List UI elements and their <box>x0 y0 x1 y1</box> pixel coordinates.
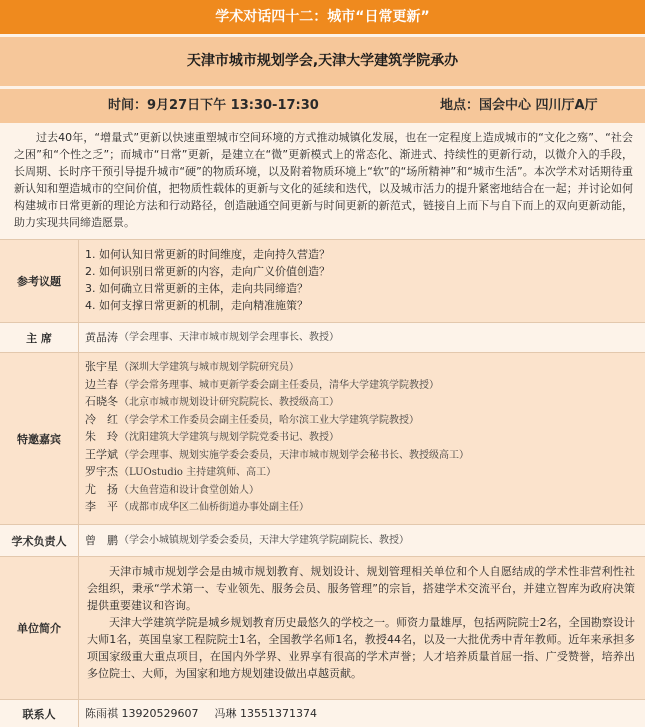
guest-item <box>85 446 639 464</box>
guest-name: 冷 红 <box>85 412 118 426</box>
academic-lead-desc: （学会小城镇规划学委会委员，天津大学建筑学院副院长、教授） <box>119 535 409 546</box>
unit-intro-paragraph: 天津市城市规划学会是由城市规划教育、规划设计、规划管理相关单位和个人自愿结成的学术性非营利性社会组织，秉承“学术第一、专业领先、服务会员、服务管理”的宗旨，搭建学术交流平台，并建立智库为政府决策提供重要建议和咨询。 <box>87 565 635 612</box>
chair-desc: （学会理事、天津市城市规划学会理事长、教授） <box>119 332 339 343</box>
guest-desc: （学会理事、规划实施学委会委员，天津市城市规划学会秘书长、教授级高工） <box>119 449 469 461</box>
time-venue-bar <box>0 89 645 123</box>
guest-name: 李 平 <box>85 500 118 513</box>
guest-desc: （学会常务理事、城市更新学委会副主任委员，清华大学建筑学院教授） <box>119 379 439 391</box>
guest-item <box>85 376 639 394</box>
guests-row <box>0 352 645 524</box>
units-text <box>79 557 645 699</box>
unit-intro-paragraph: 天津大学建筑学院是城乡规划教育历史最悠久的学校之一。师资力量雄厚，包括两院院士2名，全国勘察设计大师1名，英国皇家工程院院士1名，全国教学名师1名，教授44名，以及一大批优秀中青年教师。近年来承担多项国家级重大重点项目，在国内外学界、业界享有很高的学术声誉；人才培养质量首屈一指、广受赞誉，培养出多位院士、大师，为国家和地方规划建设做出卓越贡献。 <box>87 616 635 680</box>
contact-row <box>0 699 645 727</box>
guest-item <box>85 428 639 446</box>
units-label: 单位简介 <box>0 557 79 699</box>
topic-item: 2. 如何识别日常更新的内容，走向广义价值创造？ <box>85 265 330 278</box>
guest-desc: （深圳大学建筑与城市规划学院研究员） <box>119 362 299 373</box>
session-title: 学术对话四十二：城市“日常更新” <box>0 0 645 34</box>
guest-desc: （沈阳建筑大学建筑与规划学院党委书记、教授） <box>119 432 339 443</box>
units-row <box>0 556 645 699</box>
intro-paragraph: 过去40年，“增量式”更新以快速重塑城市空间环境的方式推动城镇化发展，也在一定程度上造成城市的“文化之殇”、“社会之困”和“个性之乏”；而城市“日常”更新，是建立在“微”更新模式上的常态化、渐进式、持续性的更新行动，以微介入的手段，长周期、长时序干预引导提升城市“硬”的物质环境，以及附着物质环境上“软”的“场所精神”和“城市生活”。本次学术对话期待重新认知和塑造城市的空间价值，把物质性载体的更新与文化的延续和迭代，以及城市活力的提升紧密地结合在一起；并讨论如何构建城市日常更新的理论方法和行动路径，创造融通空间更新与时间更新的新范式，链接自上而下与自下而上的双向更新动能，助力实现共同缔造愿景。 <box>14 131 633 229</box>
guest-item <box>85 481 639 499</box>
guest-desc: （成都市成华区二仙桥街道办事处副主任） <box>119 502 309 513</box>
guest-name: 边兰春 <box>85 377 118 391</box>
contact-label: 联系人 <box>0 700 79 727</box>
chair-row <box>0 322 645 352</box>
guests-label: 特邀嘉宾 <box>0 353 79 524</box>
guest-desc: （北京市城市规划设计研究院院长、教授级高工） <box>119 397 339 408</box>
topic-item: 4. 如何支撑日常更新的机制，走向精准施策？ <box>85 299 308 312</box>
guest-item <box>85 358 639 376</box>
guest-name: 朱 玲 <box>85 430 118 443</box>
guests-list <box>79 353 645 524</box>
topics-row <box>0 239 645 322</box>
guest-name: 张宇星 <box>85 360 118 373</box>
topics-label: 参考议题 <box>0 240 79 322</box>
contact-person: 冯琳 13551371374 <box>214 707 317 720</box>
guest-item <box>85 393 639 411</box>
topic-item: 1. 如何认知日常更新的时间维度，走向持久营造？ <box>85 248 330 261</box>
guest-desc: （LUOstudio 主持建筑师、高工） <box>119 467 277 478</box>
academic-lead-label: 学术负责人 <box>0 525 79 556</box>
guest-name: 尤 扬 <box>85 482 118 496</box>
session-time: 时间：9月27日下午 13:30-17:30 <box>108 98 319 113</box>
academic-lead-row <box>0 524 645 556</box>
academic-lead-name: 曾 鹏 <box>85 534 118 547</box>
topics-list <box>79 240 645 322</box>
guest-item <box>85 463 639 481</box>
guest-item <box>85 498 639 516</box>
guest-desc: （大鱼营造和设计食堂创始人） <box>119 484 259 496</box>
guest-name: 罗宇杰 <box>85 465 118 478</box>
guest-item <box>85 411 639 429</box>
guest-name: 石晓冬 <box>85 395 118 408</box>
session-venue: 地点：国会中心 四川厅A厅 <box>440 98 598 113</box>
organizers-banner: 天津市城市规划学会,天津大学建筑学院承办 <box>0 37 645 86</box>
contact-person: 陈雨祺 13920529607 <box>85 707 199 720</box>
guest-name: 王学斌 <box>85 447 118 461</box>
chair-name: 黄晶涛 <box>85 331 118 344</box>
chair-label: 主 席 <box>0 323 79 352</box>
topic-item: 3. 如何确立日常更新的主体，走向共同缔造？ <box>85 282 308 295</box>
guest-desc: （学会学术工作委员会副主任委员，哈尔滨工业大学建筑学院教授） <box>119 414 419 426</box>
